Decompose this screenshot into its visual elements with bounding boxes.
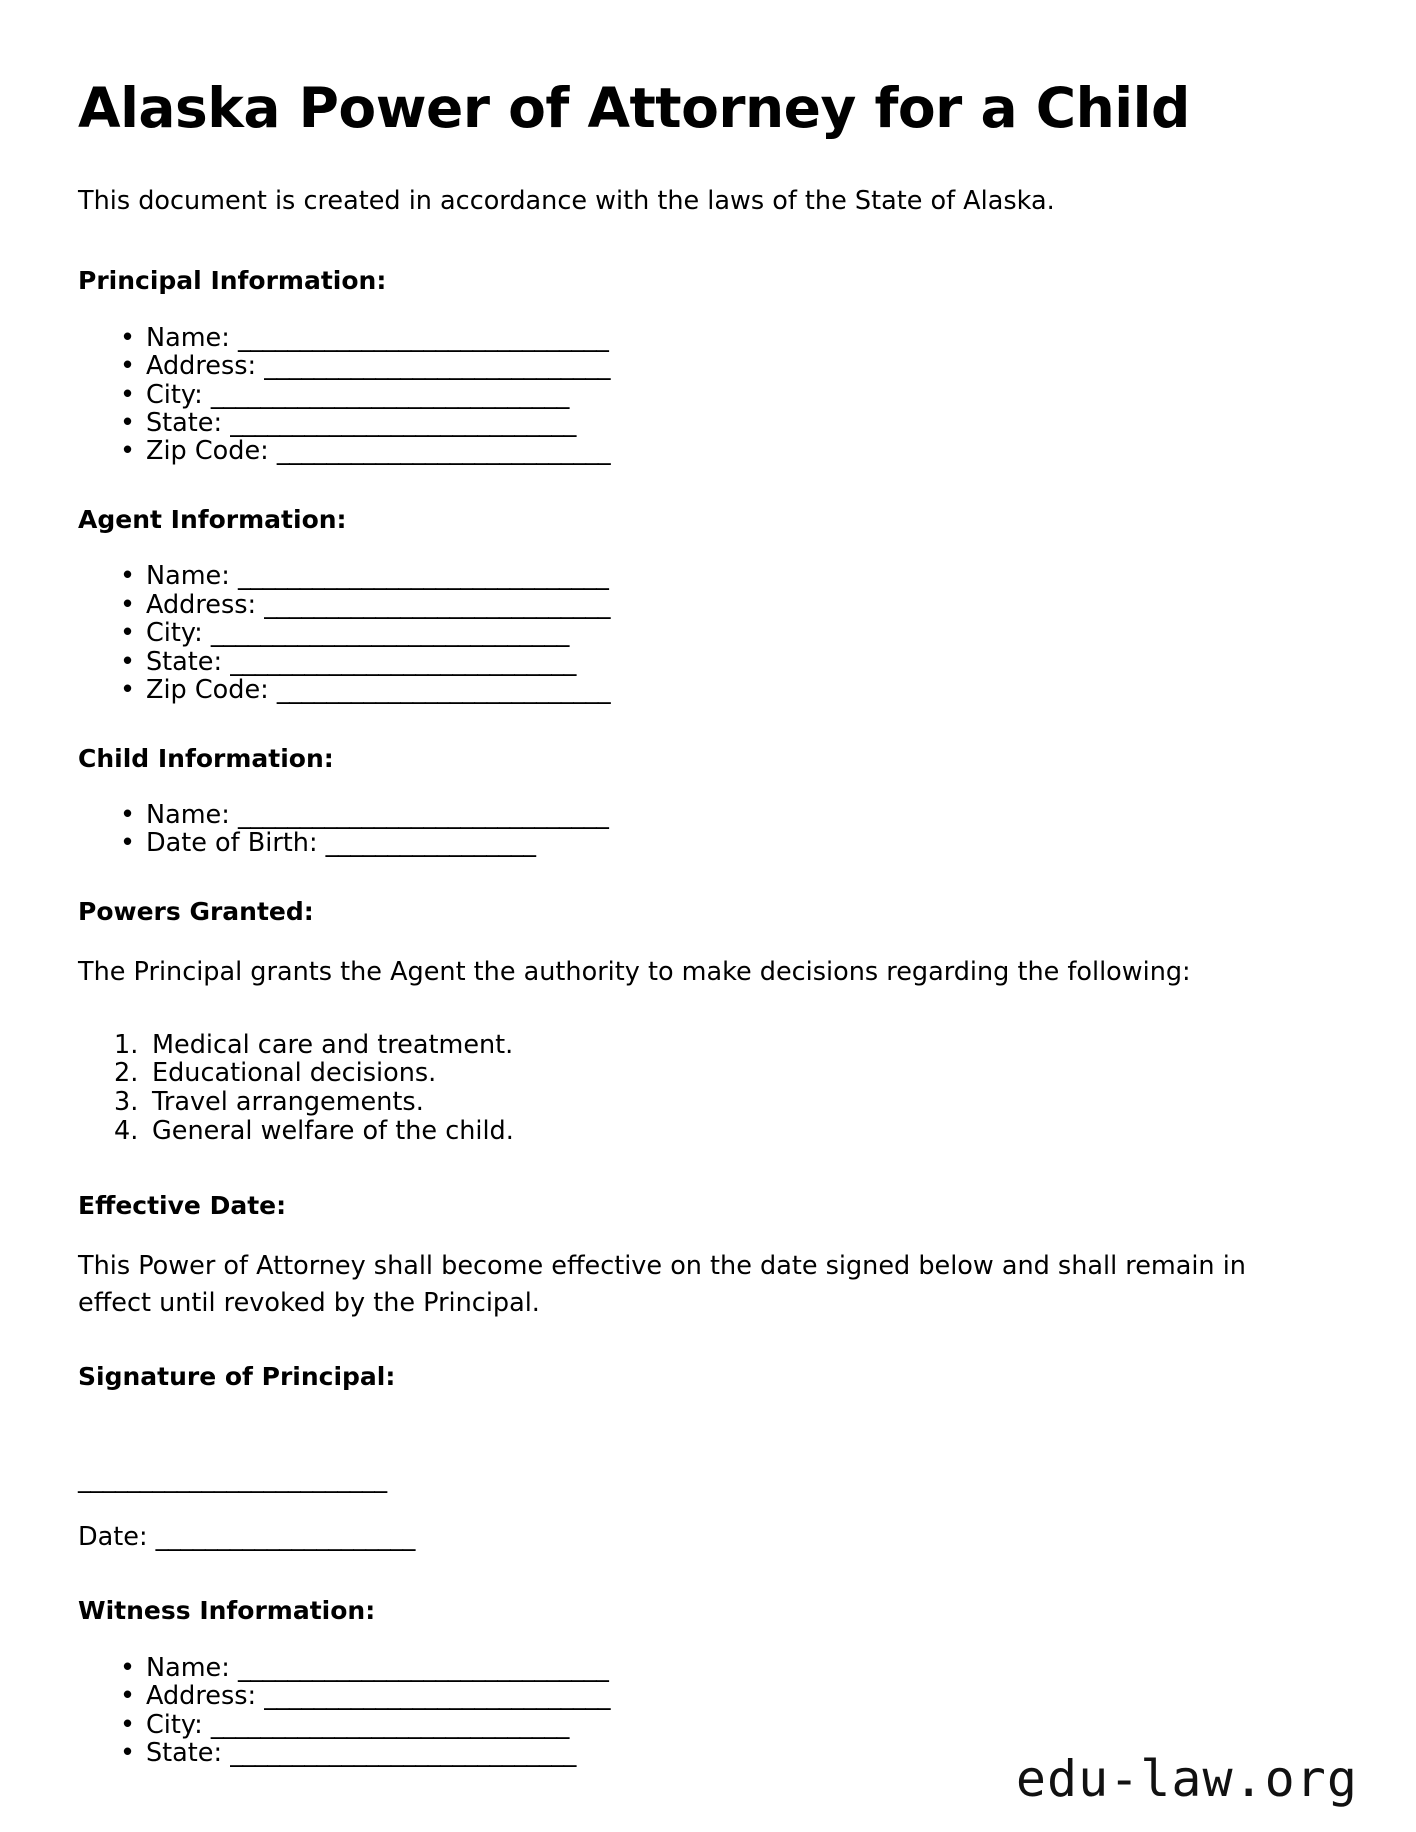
date-label: Date: — [78, 1522, 148, 1553]
field-blank[interactable]: ___________________________ — [276, 675, 611, 706]
signature-spacer — [78, 1419, 1336, 1437]
list-item — [120, 1654, 1336, 1682]
date-blank[interactable]: _____________________ — [155, 1522, 416, 1553]
field-blank[interactable]: ____________________________ — [230, 1738, 577, 1769]
list-item — [120, 676, 1336, 704]
principal-field-list — [78, 324, 1336, 466]
agent-information-heading: Agent Information: — [78, 504, 347, 534]
list-item — [120, 591, 1336, 619]
field-label: State: — [146, 1738, 223, 1769]
field-blank[interactable]: ____________________________ — [230, 408, 577, 439]
list-item — [120, 437, 1336, 465]
list-item — [120, 1682, 1336, 1710]
field-blank[interactable]: _____________________________ — [210, 618, 569, 649]
child-field-list — [78, 801, 1336, 858]
field-label: City: — [146, 1709, 203, 1740]
field-label: City: — [146, 618, 203, 649]
list-item: Medical care and treatment. — [152, 1029, 514, 1060]
list-item: Educational decisions. — [152, 1058, 437, 1089]
page-title: Alaska Power of Attorney for a Child — [78, 76, 1190, 140]
list-item — [120, 1711, 1336, 1739]
list-item — [120, 801, 1336, 829]
list-item — [120, 409, 1336, 437]
field-blank[interactable]: ____________________________ — [230, 646, 577, 677]
field-blank[interactable]: ___________________________ — [276, 436, 611, 467]
list-item — [120, 324, 1336, 352]
field-label: Address: — [146, 351, 257, 382]
field-label: State: — [146, 408, 223, 439]
field-label: Name: — [146, 322, 230, 353]
list-item — [120, 381, 1336, 409]
powers-granted-intro: The Principal grants the Agent the authority to make decisions regarding the following: — [78, 957, 1191, 988]
list-item — [120, 648, 1336, 676]
list-item — [120, 829, 1336, 857]
witness-information-heading: Witness Information: — [78, 1596, 376, 1626]
field-blank[interactable]: _________________ — [325, 828, 536, 859]
powers-granted-heading: Powers Granted: — [78, 896, 314, 926]
site-watermark: edu-law.org — [1015, 1750, 1358, 1808]
list-item: Travel arrangements. — [152, 1087, 424, 1118]
signature-blank-line[interactable]: _________________________ — [78, 1464, 387, 1495]
signature-of-principal-heading: Signature of Principal: — [78, 1361, 396, 1391]
effective-date-heading: Effective Date: — [78, 1190, 287, 1220]
signature-date-line — [78, 1523, 1336, 1551]
powers-granted-list — [78, 1031, 1336, 1146]
field-blank[interactable]: ______________________________ — [237, 561, 609, 592]
child-information-heading: Child Information: — [78, 743, 334, 773]
field-blank[interactable]: ______________________________ — [237, 800, 609, 830]
field-blank[interactable]: ______________________________ — [237, 322, 609, 353]
field-label: Zip Code: — [146, 436, 269, 467]
field-label: City: — [146, 379, 203, 410]
field-label: Address: — [146, 1681, 257, 1712]
effective-date-text: This Power of Attorney shall become effective on the date signed below and shall remain in effect until revoked by the Principal. — [78, 1251, 1246, 1318]
field-blank[interactable]: _____________________________ — [210, 379, 569, 410]
field-label: Name: — [146, 800, 230, 830]
list-item — [120, 562, 1336, 590]
field-label: Zip Code: — [146, 675, 269, 706]
agent-field-list — [78, 562, 1336, 704]
field-label: State: — [146, 646, 223, 677]
field-label: Address: — [146, 589, 257, 620]
field-blank[interactable]: _____________________________ — [210, 1709, 569, 1740]
list-item — [120, 352, 1336, 380]
field-label: Name: — [146, 1652, 230, 1683]
list-item: General welfare of the child. — [152, 1115, 514, 1146]
field-label: Date of Birth: — [146, 828, 318, 859]
field-label: Name: — [146, 561, 230, 592]
field-blank[interactable]: ____________________________ — [264, 589, 611, 620]
list-item — [120, 619, 1336, 647]
field-blank[interactable]: ______________________________ — [237, 1652, 609, 1683]
principal-information-heading: Principal Information: — [78, 266, 387, 296]
field-blank[interactable]: ____________________________ — [264, 351, 611, 382]
intro-paragraph: This document is created in accordance with the laws of the State of Alaska. — [78, 185, 1055, 216]
field-blank[interactable]: ____________________________ — [264, 1681, 611, 1712]
